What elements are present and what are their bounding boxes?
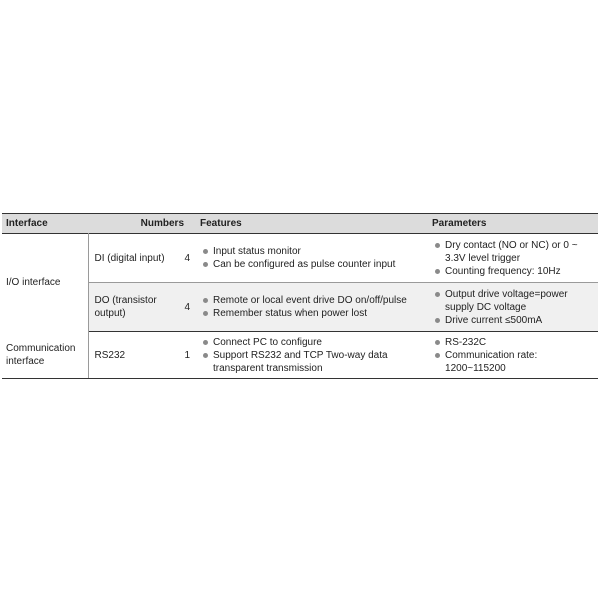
features-cell	[196, 332, 428, 379]
group-communication-interface: Communication interface	[2, 332, 88, 379]
list-item	[200, 336, 424, 349]
list-item	[432, 265, 594, 278]
feature-text: Connect PC to configure	[213, 336, 322, 348]
table-row	[2, 234, 598, 283]
parameter-text: RS-232C	[445, 336, 487, 348]
bullet-icon	[435, 292, 440, 297]
features-cell	[196, 283, 428, 332]
features-cell	[196, 234, 428, 283]
header-numbers: Numbers	[140, 218, 185, 229]
list-item	[200, 245, 424, 258]
parameter-text: Dry contact (NO or NC) or 0 ~ 3.3V level trigger	[445, 239, 578, 264]
list-item	[432, 288, 594, 314]
list-item	[432, 239, 594, 265]
bullet-icon	[435, 318, 440, 323]
bullet-icon	[435, 353, 440, 358]
interface-spec-table	[2, 213, 598, 379]
bullet-icon	[435, 243, 440, 248]
header-features: Features	[200, 218, 242, 229]
number-cell: 1	[174, 332, 196, 379]
list-item	[432, 336, 594, 349]
features-list	[200, 245, 424, 271]
bullet-icon	[435, 269, 440, 274]
bullet-icon	[203, 353, 208, 358]
feature-text: Support RS232 and TCP Two-way data transparent transmission	[213, 349, 388, 374]
bullet-icon	[203, 340, 208, 345]
table-header-row	[2, 214, 598, 234]
parameters-list	[432, 288, 594, 327]
parameters-cell	[428, 234, 598, 283]
parameters-list	[432, 239, 594, 278]
list-item	[200, 294, 424, 307]
subtype-cell: RS232	[88, 332, 174, 379]
parameter-text: Communication rate: 1200~115200	[445, 349, 538, 374]
features-list	[200, 336, 424, 375]
parameter-text: Counting frequency: 10Hz	[445, 265, 561, 277]
number-cell: 4	[174, 234, 196, 283]
list-item	[200, 349, 424, 375]
feature-text: Can be configured as pulse counter input	[213, 259, 396, 270]
parameters-cell	[428, 332, 598, 379]
bullet-icon	[435, 340, 440, 345]
bullet-icon	[203, 249, 208, 254]
bullet-icon	[203, 298, 208, 303]
header-parameters: Parameters	[432, 218, 487, 229]
table-row	[2, 283, 598, 332]
subtype-cell: DI (digital input)	[88, 234, 174, 283]
table-row	[2, 332, 598, 379]
bullet-icon	[203, 311, 208, 316]
list-item	[200, 258, 424, 271]
bullet-icon	[203, 262, 208, 267]
number-cell: 4	[174, 283, 196, 332]
feature-text: Remember status when power lost	[213, 308, 367, 319]
group-io-interface: I/O interface	[2, 234, 88, 332]
header-interface: Interface	[6, 218, 48, 229]
feature-text: Remote or local event drive DO on/off/pulse	[213, 295, 407, 306]
spec-table-container	[2, 213, 598, 379]
parameters-list	[432, 336, 594, 375]
list-item	[432, 314, 594, 327]
subtype-cell: DO (transistor output)	[88, 283, 174, 332]
features-list	[200, 294, 424, 320]
parameter-text: Drive current ≤500mA	[445, 314, 543, 326]
parameter-text: Output drive voltage=power supply DC voltage	[445, 288, 568, 313]
parameters-cell	[428, 283, 598, 332]
list-item	[432, 349, 594, 375]
list-item	[200, 307, 424, 320]
feature-text: Input status monitor	[213, 246, 301, 257]
